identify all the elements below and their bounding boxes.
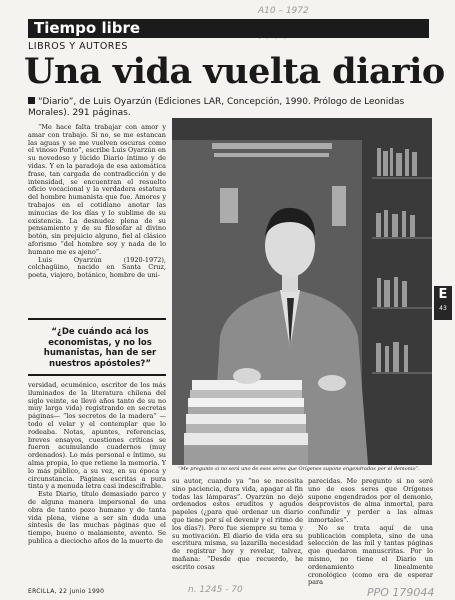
pull-quote: “¿De cuándo acá los economistas, y no los humanistas, han de ser nuestros apóstoles?”	[28, 318, 166, 376]
book-info	[28, 97, 433, 119]
section-banner	[28, 19, 429, 38]
publication-footer: ERCILLA, 22 junio 1990	[28, 588, 105, 595]
section-side-tab	[434, 286, 452, 320]
article-headline: Una vida vuelta diario	[24, 51, 445, 92]
handwritten-note-bottom-right: PPO 179044	[367, 586, 435, 599]
section-title: Tiempo libre	[34, 19, 141, 37]
paragraph: parecidas. Me pregunto si no seré uno de esos seres que Orígenes supone engendrados por el demonio, desprovistos de alma inmortal, para confundir y perder a las almas inmortales”.	[308, 477, 433, 524]
book-info-text: “Diario”, de Luis Oyarzún (Ediciones LAR, Concepción, 1990. Prólogo de Leonidas Morales). 291 páginas.	[28, 97, 405, 118]
paragraph: Luis Oyarzún (1920-1972), colchagüino, nacido en Santa Cruz, poeta, viajero, botánico, hombre de uni-	[28, 255, 166, 280]
paragraph: No se trata aquí de una publicación completa, sino de una selección de las mil y tantas páginas que quedaron manuscritas. Por lo mismo, no tiene el Diario un ordenamiento linealmente cronológico (como era de esperar para	[308, 523, 433, 587]
paragraph: “Me hace falta trabajar con amor y amar con trabajo. Si no, se me estancan las aguas y se me vuelven oscuras como el vinoso Ponto”, escribe Luis Oyarzún en su novedoso y lúcido Diario íntimo y de vidas. Y en la paradoja de esa axiomática frase, tan cargada de contradicción y de intensidad, se encuentran el resuelto oficio vocacional y la verdadera estatura del hombre humanista que fue. Amores y trabajos en el cotidiano anotar las minucias de los días y lo sublime de su existencia. La desnudez plena de su pensamiento y de su filosofar al divino botón, sin prejuicio alguno, fiel al clásico aforismo “del hombre soy y nada de lo humano me es ajeno”.	[28, 123, 166, 256]
side-tab-page: 43	[439, 305, 447, 312]
author-photo	[172, 118, 432, 465]
side-tab-letter: E	[438, 287, 448, 302]
paragraph: Este Diario, título demasiado parco y de alguna manera impersonal de una obra de tanto pozo humano y de tanta vida plena, viene a ser sin duda una síntesis de las muchas páginas que el tiempo, bueno o malamente, avento. Se publica a dieciocho años de la muerte de	[28, 490, 166, 545]
bullet-icon	[28, 97, 35, 104]
paragraph: su autor, cuando ya “no se necesita sino paciencia, dura vida, apagar al fin todas las lámparas”. Oyarzún no dejó ordenados estos eruditos y agudos papeles (¿para qué ordenar un diario que tiene por sí el devenir y el ritmo de los días?). Pero fue siempre su tema y su motivación. El diario de vida era su escritura misma, su lazarilla necesidad de registrar hoy y revelar, talvez, mañana: “Desde que recuerdo, he escrito cosas	[172, 477, 303, 571]
column-2	[172, 478, 303, 572]
handwritten-note-bottom-left: n. 1245 - 70	[188, 585, 243, 595]
column-1-top	[28, 124, 166, 280]
photo-caption: “Me pregunto si no será uno de esos seres que Orígenes supone engendrados por el demonio”.	[178, 466, 420, 472]
kicker: LIBROS Y AUTORES	[28, 41, 128, 52]
paragraph: versidad, ecuménico, escritor de los más iluminados de la literatura chilena del siglo veinte, se llevó años tanto de su no muy larga vida) registrando en secretas páginas— “los secretos de la madera” —todo el velar y el contemplar que lo rodeaba. Notas, apuntes, referencias, breves ensayos, cuestiones críticas se fueron acumulando cuadernos (muy ordenados). Lo más personal e íntimo, su alma propia, lo que retiene la memoria. Y lo más público, a su vez, en su época y circunstancia. Páginas escritas a pura tinta y a menuda letra casi indescifrable.	[28, 381, 166, 491]
handwritten-note-top: A10 – 1972	[258, 6, 309, 16]
column-3	[308, 478, 433, 587]
column-1-bottom	[28, 382, 166, 546]
photo-portrait-illustration	[172, 118, 432, 465]
